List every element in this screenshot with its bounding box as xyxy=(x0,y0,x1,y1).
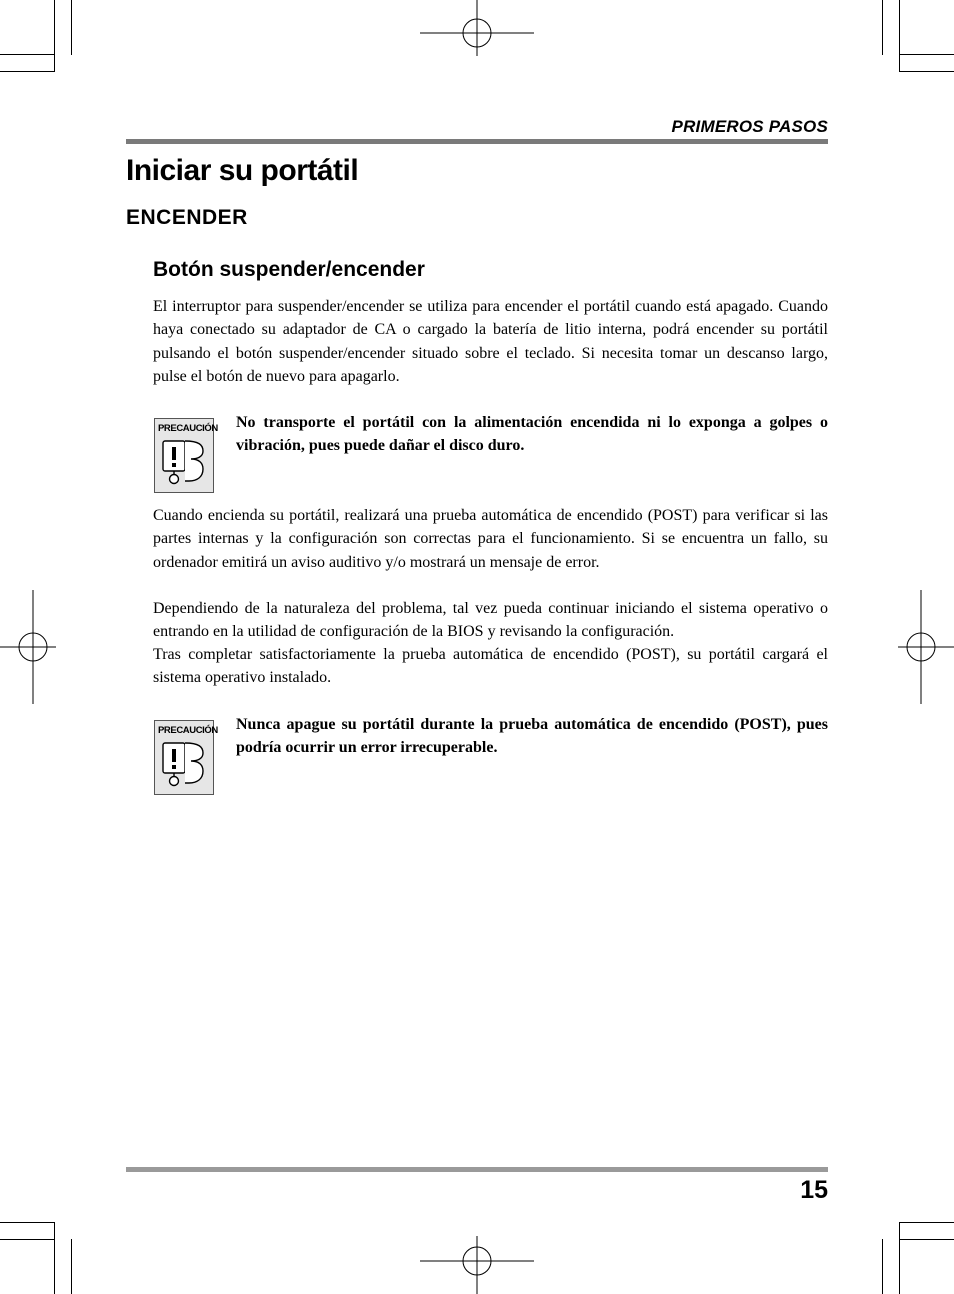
header-rule xyxy=(126,139,828,144)
footer-rule xyxy=(126,1167,828,1172)
caution-text: Nunca apague su portátil durante la prueba automática de encendido (POST), pues podría ocurrir un error irrecuperable. xyxy=(236,716,828,757)
caution-icon-label: PRECAUCIÓN xyxy=(158,725,218,736)
registration-mark-right xyxy=(896,590,954,704)
crop-mark xyxy=(54,0,55,72)
running-header: PRIMEROS PASOS xyxy=(671,117,828,136)
paragraph-intro: El interruptor para suspender/encender se utiliza para encender el portátil cuando está apagado. Cuando haya conectado su adaptador de CA o cargado la batería de litio interna, podrá encender su portátil pulsando el botón suspender/encender situado sobre el teclado. Si necesita tomar un descanso largo, pulse el botón de nuevo para apagarlo. xyxy=(153,298,828,385)
warning-hand-icon xyxy=(161,737,207,791)
paragraph-problem: Dependiendo de la naturaleza del problema, tal vez pueda continuar iniciando el sistema operativo o entrando en la utilidad de configuración de la BIOS y revisando la configuración. xyxy=(153,600,828,641)
caution-icon xyxy=(154,418,218,493)
crop-mark xyxy=(882,1239,883,1294)
crop-mark xyxy=(899,1239,954,1240)
warning-hand-icon xyxy=(161,435,207,489)
crop-mark xyxy=(54,1222,55,1294)
crop-mark xyxy=(899,1222,900,1294)
crop-mark xyxy=(899,54,954,55)
subsection-heading: Botón suspender/encender xyxy=(153,258,425,281)
crop-mark xyxy=(0,1239,55,1240)
caution-icon-label: PRECAUCIÓN xyxy=(158,423,218,434)
paragraph-post: Cuando encienda su portátil, realizará una prueba automática de encendido (POST) para verificar si las partes internas y la configuración son correctas para el funcionamiento. Si se encuentra un fallo, su ordenador emitirá un aviso auditivo y/o mostrará un mensaje de error. xyxy=(153,507,828,571)
caution-text: No transporte el portátil con la alimentación encendida ni lo exponga a golpes o vibración, pues puede dañar el disco duro. xyxy=(236,414,828,455)
crop-mark xyxy=(0,54,55,55)
page-number: 15 xyxy=(800,1176,828,1204)
paragraph-os: Tras completar satisfactoriamente la prueba automática de encendido (POST), su portátil cargará el sistema operativo instalado. xyxy=(153,646,828,687)
crop-mark xyxy=(882,0,883,55)
crop-mark xyxy=(899,71,954,72)
caution-icon xyxy=(154,720,218,795)
crop-mark xyxy=(0,1222,55,1223)
page-title: Iniciar su portátil xyxy=(126,154,359,187)
crop-mark xyxy=(71,1239,72,1294)
crop-mark xyxy=(899,0,900,72)
registration-mark-top xyxy=(420,0,534,62)
registration-mark-left xyxy=(0,590,60,704)
crop-mark xyxy=(0,71,55,72)
crop-mark xyxy=(899,1222,954,1223)
crop-mark xyxy=(71,0,72,55)
section-heading: ENCENDER xyxy=(126,206,248,229)
registration-mark-bottom xyxy=(420,1236,534,1294)
